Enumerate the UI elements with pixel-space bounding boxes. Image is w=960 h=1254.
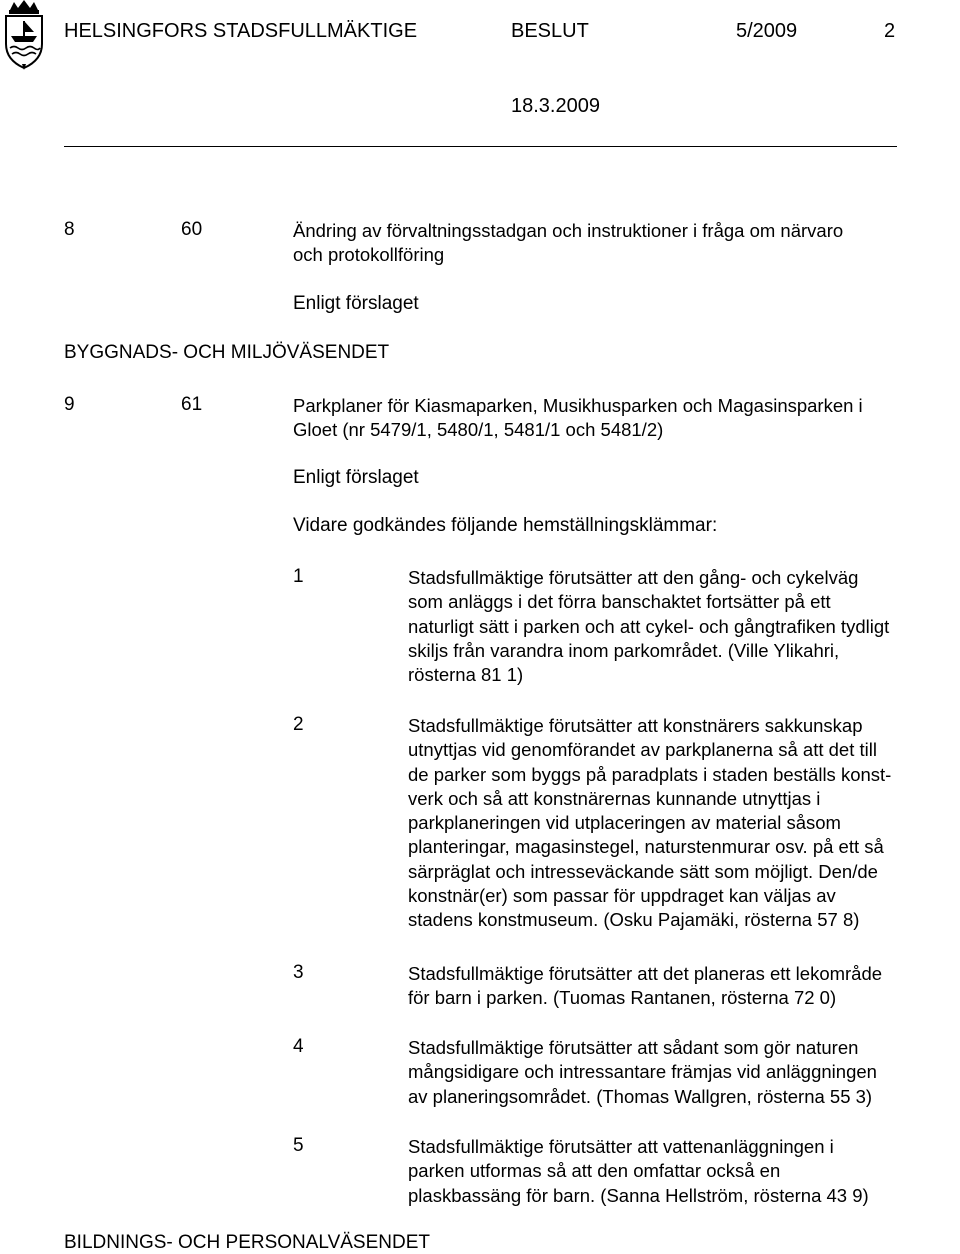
clause-line: Stadsfullmäktige förutsätter att sådant som gör naturen [408,1037,859,1058]
helsinki-coat-of-arms-icon [2,0,46,70]
clause-line: mångsidigare och intressantare främjas vid anläggningen [408,1061,877,1083]
item-title-line: Parkplaner för Kiasmaparken, Musikhusparken och Magasinsparken i [293,395,863,416]
clause-line: stadens konstmuseum. (Osku Pajamäki, rösterna 57 8) [408,909,860,931]
clause-number: 5 [293,1135,304,1156]
clause-text [408,1135,869,1208]
section-number: 8 [64,219,75,240]
clause-line: utnyttjas vid genomförandet av parkplanerna så att det till [408,739,877,761]
header-date: 18.3.2009 [511,95,600,117]
clause-line: skiljs från varandra inom parkområdet. (Ville Ylikahri, [408,639,840,661]
clause-number: 1 [293,566,304,587]
clause-line: som anläggs i det förra banschaktet fortsätter på ett [408,591,831,613]
clause-line: plaskbassäng för barn. (Sanna Hellström, rösterna 43 9) [408,1184,869,1206]
header-doc-type: BESLUT [511,20,589,42]
header-page-number: 2 [884,20,896,42]
clause-line: parkplaneringen vid utplaceringen av material såsom [408,812,841,834]
clause-number: 2 [293,714,304,735]
item-intro: Vidare godkändes följande hemställningsklämmar: [293,515,718,536]
clause-line: för barn i parken. (Tuomas Rantanen, rösterna 72 0) [408,987,837,1009]
department-heading: BYGGNADS- OCH MILJÖVÄSENDET [64,342,390,363]
clause-text [408,714,891,933]
header-org: HELSINGFORS STADSFULLMÄKTIGE [64,20,418,42]
clause-text [408,1036,877,1109]
header-doc-no: 5/2009 [736,20,798,42]
header-divider [64,146,897,147]
clause-line: Stadsfullmäktige förutsätter att det planeras ett lekområde [408,963,883,984]
clause-line: Stadsfullmäktige förutsätter att vattenanläggningen i [408,1136,834,1157]
clause-line: de parker som byggs på paradplats i staden beställs konst- [408,763,892,785]
clause-line: konstnär(er) som passar för uppdraget kan väljas av [408,885,836,907]
item-title-line: Gloet (nr 5479/1, 5480/1, 5481/1 och 5481/2) [293,419,664,441]
item-title [293,394,863,443]
clause-number: 3 [293,962,304,983]
clause-text [408,566,889,687]
clause-line: av planeringsområdet. (Thomas Wallgren, rösterna 55 3) [408,1085,873,1107]
clause-text [408,962,882,1011]
clause-line: verk och så att konstnärernas kunnande utnyttjas i [408,787,821,809]
item-number: 60 [181,219,203,240]
clause-line: Stadsfullmäktige förutsätter att konstnärers sakkunskap [408,715,863,736]
item-title-line: och protokollföring [293,244,445,266]
item-decision: Enligt förslaget [293,467,419,488]
department-heading: BILDNINGS- OCH PERSONALVÄSENDET [64,1232,431,1253]
item-title-line: Ändring av förvaltningsstadgan och instruktioner i fråga om närvaro [293,220,844,241]
item-number: 61 [181,394,203,415]
clause-line: naturligt sätt i parken och att cykel- och gångtrafiken tydligt [408,615,890,637]
clause-line: rösterna 81 1) [408,664,524,686]
clause-line: planteringar, magasinstegel, naturstenmurar osv. på ett så [408,836,884,858]
clause-number: 4 [293,1036,304,1057]
clause-line: Stadsfullmäktige förutsätter att den gång- och cykelväg [408,567,859,588]
item-title [293,219,843,268]
clause-line: parken utformas så att den omfattar också en [408,1160,781,1182]
clause-line: särpräglat och intresseväckande sätt som möjligt. Den/de [408,860,878,882]
item-decision: Enligt förslaget [293,293,419,314]
section-number: 9 [64,394,75,415]
